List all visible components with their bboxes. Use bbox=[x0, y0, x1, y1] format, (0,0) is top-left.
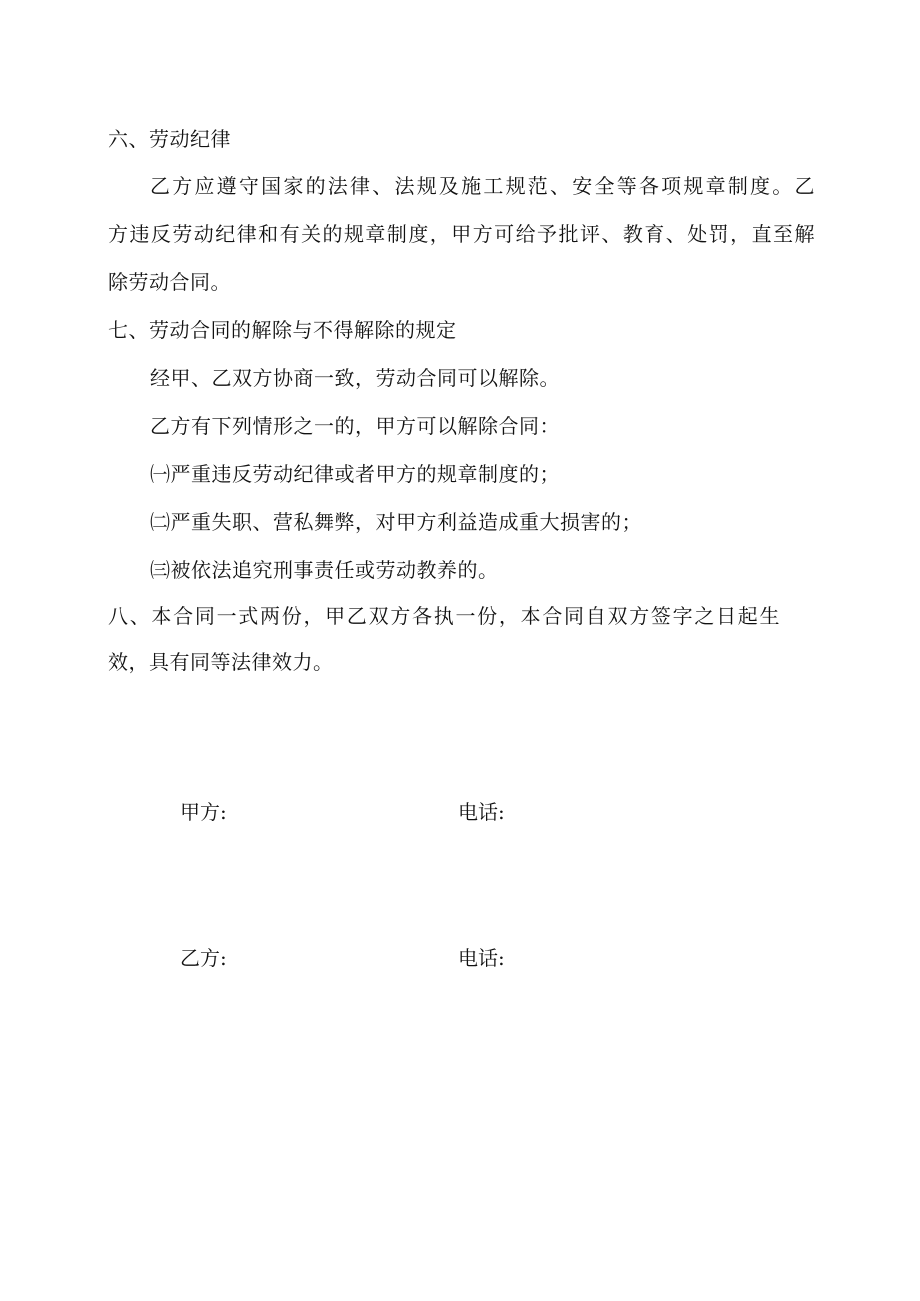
section-7-heading: 七、劳动合同的解除与不得解除的规定 bbox=[108, 318, 457, 342]
section-8-line-1: 八、本合同一式两份，甲乙双方各执一份，本合同自双方签字之日起生 bbox=[108, 604, 780, 628]
section-6-paragraph-line-1: 乙方应遵守国家的法律、法规及施工规范、安全等各项规章制度。乙 bbox=[150, 174, 815, 198]
party-a-label: 甲方: bbox=[180, 800, 227, 824]
section-7-paragraph-2: 乙方有下列情形之一的，甲方可以解除合同： bbox=[150, 414, 560, 438]
party-b-label: 乙方: bbox=[180, 946, 227, 970]
section-6-heading: 六、劳动纪律 bbox=[108, 127, 231, 151]
section-6-paragraph-line-2: 方违反劳动纪律和有关的规章制度，甲方可给予批评、教育、处罚，直至解 bbox=[108, 222, 815, 246]
party-b-phone-label: 电话: bbox=[458, 946, 505, 970]
section-8-line-2: 效，具有同等法律效力。 bbox=[108, 650, 334, 674]
section-7-item-2: ㈡严重失职、营私舞弊，对甲方利益造成重大损害的； bbox=[150, 510, 642, 534]
section-6-paragraph-line-3: 除劳动合同。 bbox=[108, 270, 231, 294]
section-7-item-1: ㈠严重违反劳动纪律或者甲方的规章制度的； bbox=[150, 462, 560, 486]
section-7-paragraph-1: 经甲、乙双方协商一致，劳动合同可以解除。 bbox=[150, 366, 560, 390]
party-a-phone-label: 电话: bbox=[458, 800, 505, 824]
section-7-item-3: ㈢被依法追究刑事责任或劳动教养的。 bbox=[150, 558, 499, 582]
